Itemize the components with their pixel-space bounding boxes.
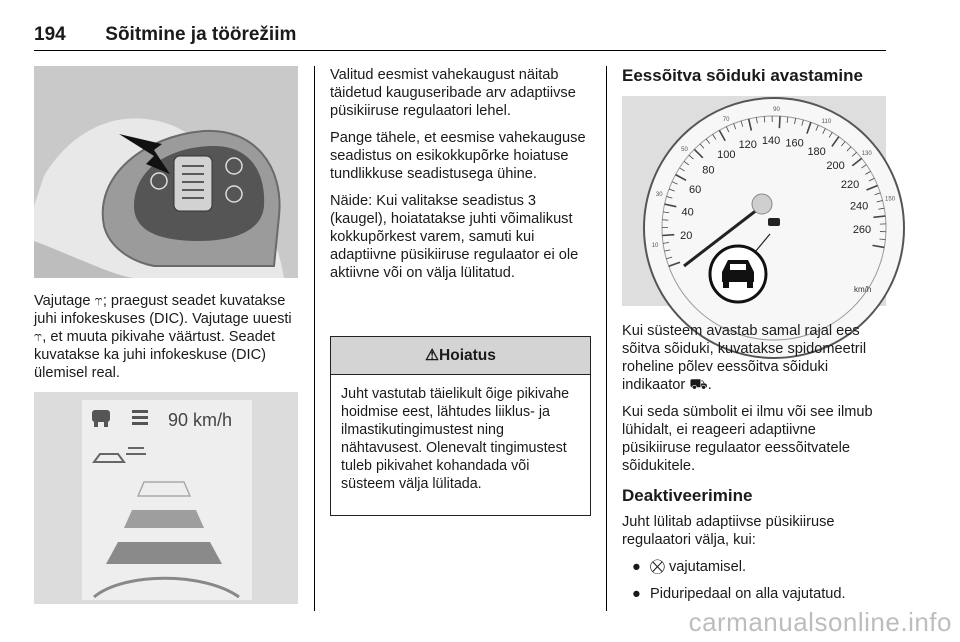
speedometer-minor-label: 30 (655, 191, 663, 198)
list-item (622, 585, 888, 603)
speedometer-label: 180 (807, 146, 826, 159)
right-column (622, 322, 888, 484)
page-number: 194 (34, 24, 66, 45)
speedometer-label: 20 (680, 229, 693, 242)
right-para-2: Kui seda sümbolit ei ilmu või see ilmub lühidalt, ei reageeri adaptiivne püsikiiruse regulaator eessõitvatele sõidukitele. (622, 404, 873, 474)
bullet-text-2: Piduripedaal on alla vajutatud. (650, 586, 846, 602)
right-column-lower (622, 513, 888, 612)
middle-para-2: Pange tähele, et eesmise vahekauguse seadistus on esikokkupõrke hoiatuse tundlikkuse seadistusega ühine. (330, 130, 586, 182)
speedometer-minor-label: 70 (722, 116, 730, 123)
bullet-icon: ● (632, 586, 641, 602)
speedometer-tick (662, 235, 674, 236)
right-para-1: Kui süsteem avastab samal rajal ees sõitva sõiduki, kuvatakse spidomeetril roheline põlev eessõitva sõiduki indikaator ⛟. (622, 323, 867, 393)
warning-header (331, 337, 590, 375)
speedometer-label: 220 (840, 178, 860, 191)
speedometer-label: 60 (689, 183, 702, 196)
speedometer-minor-label: 10 (651, 242, 659, 249)
speedometer-label: 240 (849, 200, 869, 213)
vehicle-ahead-indicator-small (768, 218, 780, 226)
column-divider-1 (314, 66, 315, 611)
speedometer-label: 40 (681, 206, 694, 219)
heading-vehicle-detection: Eessõitva sõiduki avastamine (622, 66, 863, 85)
speedometer-label: 200 (826, 160, 845, 173)
speedometer-label: 120 (738, 139, 757, 152)
bullet-icon: ● (632, 559, 641, 575)
dic-speed: 90 km/h (168, 410, 233, 430)
middle-column (330, 66, 592, 291)
steering-wheel-illustration (34, 66, 298, 278)
warning-box (330, 336, 591, 516)
page-header (34, 24, 296, 46)
speedometer-tick (764, 116, 765, 122)
speedometer-minor-label: 150 (885, 196, 896, 203)
column-divider-2 (606, 66, 607, 611)
distance-bars-icon (132, 410, 148, 425)
dic-display-illustration (34, 392, 298, 604)
speedometer-label: 260 (852, 224, 872, 237)
speedometer-label: 80 (702, 164, 715, 177)
speedometer-minor-label: 130 (861, 150, 872, 157)
middle-para-3: Näide: Kui valitakse seadistus 3 (kaugel), hoiatatakse juhti võimalikust kokkupõrkest varem, samuti kui adaptiivne püsikiiruse regulaator ei ole aktiivne või on välja lülitatud. (330, 193, 579, 281)
vehicle-ahead-icon (710, 246, 766, 302)
speedometer-tick (779, 116, 780, 128)
speedometer-label: 140 (761, 135, 781, 148)
header-rule (34, 50, 886, 51)
watermark: carmanualsonline.info (688, 607, 952, 637)
speedometer-minor-label: 50 (681, 147, 688, 154)
middle-para-1: Valitud eesmist vahekaugust näitab täidetud kauguseribade arv adaptiivse püsikiiruse regulaatori lehel. (330, 67, 576, 119)
page-title: Sõitmine ja töörežiim (105, 24, 297, 45)
list-item (622, 558, 888, 576)
speedometer-label: 100 (717, 149, 736, 162)
bullet-text-1: ⛒ vajutamisel. (650, 559, 746, 575)
warning-triangle-icon: ⚠ (425, 347, 440, 364)
left-column (34, 292, 306, 391)
speedometer-label: 160 (785, 137, 804, 150)
speedometer-illustration (622, 96, 896, 306)
right-para-3: Juht lülitab adaptiivse püsikiiruse regulaatori välja, kui: (622, 514, 835, 548)
warning-body: Juht vastutab täielikult õige pikivahe hoidmise eest, lähtudes liiklus- ja ilmastikutingimustest ning nähtavusest. Olenevalt tingimustest tuleb pikivahet kohandada või süsteem välja lülitada. (341, 386, 570, 492)
left-para-1: Vajutage ⥾; praegust seadet kuvatakse juhi infokeskuses (DIC). Vajutage uuesti ⥾, et muuta pikivahe väärtust. Seadet kuvatakse ka juhi infokeskuse (DIC) ülemisel real. (34, 293, 292, 381)
warning-title: Hoiatus (439, 347, 496, 364)
speedometer-unit: km/h (854, 285, 872, 294)
speedometer-minor-label: 110 (821, 119, 832, 126)
speedometer-minor-label: 90 (773, 107, 780, 114)
heading-deactivation: Deaktiveerimine (622, 486, 753, 505)
